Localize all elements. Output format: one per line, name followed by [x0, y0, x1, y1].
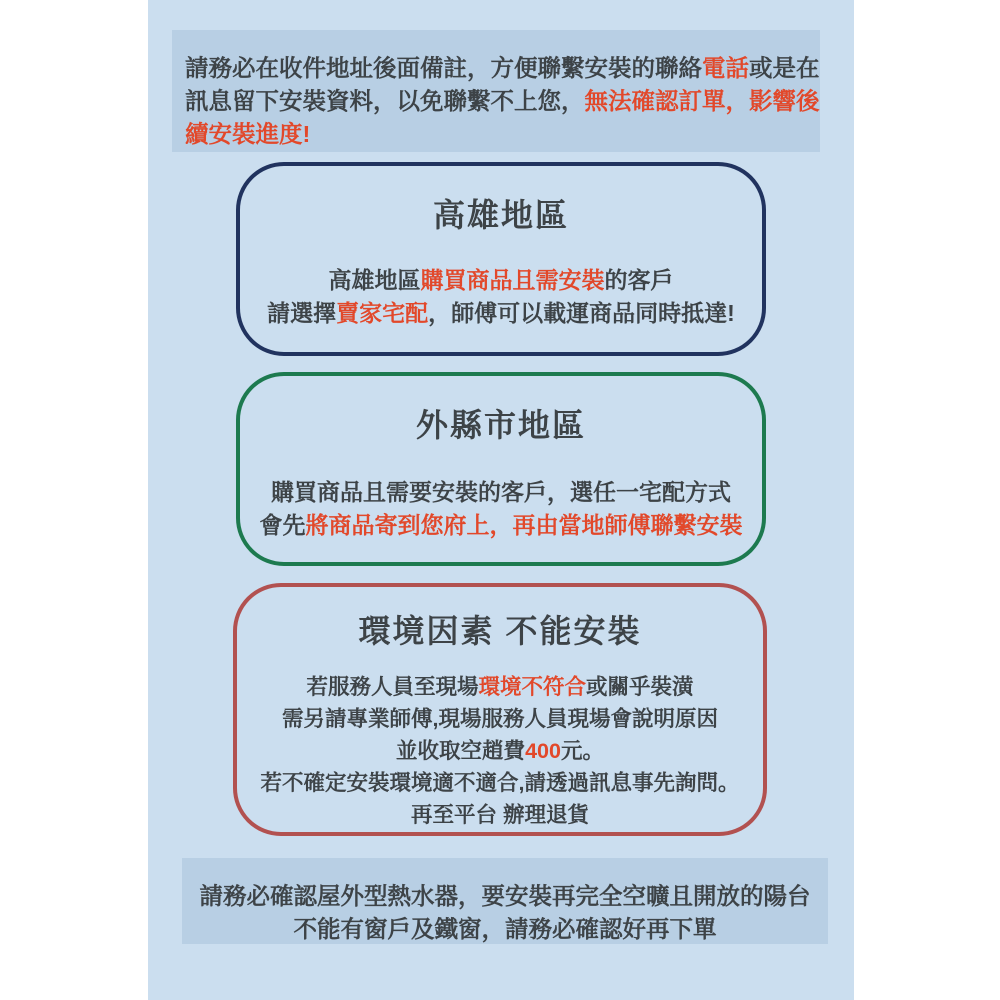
text-segment: ，師傅可以載運商品同時抵達! — [428, 300, 735, 326]
text-line — [240, 297, 762, 330]
text-segment-highlight: 無法確認訂單，影響後 — [584, 88, 820, 114]
text-line — [185, 118, 810, 151]
text-segment: 請務必在收件地址後面備註，方便聯繫安裝的聯絡 — [185, 55, 702, 81]
text-line — [182, 880, 828, 913]
info-box-kaohsiung — [236, 162, 766, 356]
text-line — [237, 799, 763, 831]
text-segment: 或是在 — [749, 55, 820, 81]
bottom-warning-notice — [182, 858, 828, 944]
text-segment: 若不確定安裝環境適不適合,請透過訊息事先詢問。 — [260, 771, 740, 795]
text-line — [237, 671, 763, 703]
text-line — [237, 735, 763, 767]
text-segment: 並收取空趙費 — [396, 739, 526, 763]
text-segment-highlight: 電話 — [702, 55, 749, 81]
box-title-environment: 環境因素 不能安裝 — [358, 613, 642, 649]
text-segment: 請務必確認屋外型熱水器，要安裝再完全空曠且開放的陽台 — [199, 883, 811, 909]
text-segment-highlight: 將商品寄到您府上，再由當地師傅聯繫安裝 — [305, 512, 743, 538]
text-segment-highlight: 環境不符合 — [478, 675, 586, 699]
text-segment: 高雄地區 — [328, 267, 421, 293]
box-body-other-counties — [240, 476, 762, 542]
text-line — [240, 509, 762, 542]
box-title-kaohsiung: 高雄地區 — [432, 197, 569, 233]
text-segment: 不能有窗戶及鐵窗，請務必確認好再下單 — [293, 916, 717, 942]
box-body-kaohsiung — [240, 264, 762, 330]
text-line — [185, 52, 820, 85]
text-line — [185, 85, 820, 118]
text-segment: 若服務人員至現場 — [306, 675, 479, 699]
text-segment: 請選擇 — [267, 300, 337, 326]
text-segment: 元。 — [560, 739, 604, 763]
text-line — [182, 913, 828, 946]
text-segment-highlight: 續安裝進度! — [185, 121, 311, 147]
text-segment-highlight: 購買商品且需安裝 — [420, 267, 605, 293]
box-body-environment — [237, 671, 763, 831]
text-segment: 購買商品且需要安裝的客戶，選任一宅配方式 — [271, 479, 731, 505]
text-segment-highlight: 賣家宅配 — [336, 300, 429, 326]
text-segment: 或關乎裝潢 — [586, 675, 694, 699]
text-line — [240, 264, 762, 297]
text-segment: 訊息留下安裝資料，以免聯繫不上您， — [185, 88, 585, 114]
text-segment: 會先 — [259, 512, 306, 538]
top-warning-notice — [172, 30, 820, 152]
info-box-environment-cannot-install — [233, 583, 767, 836]
text-segment: 的客戶 — [604, 267, 674, 293]
text-line — [237, 703, 763, 735]
text-segment: 再至平台 辦理退貨 — [411, 803, 589, 827]
text-segment-highlight: 400 — [525, 739, 561, 763]
text-line — [237, 767, 763, 799]
text-line — [240, 476, 762, 509]
text-segment: 需另請專業師傅,現場服務人員現場會說明原因 — [282, 707, 718, 731]
box-title-other-counties: 外縣市地區 — [415, 407, 586, 443]
info-box-other-counties — [236, 372, 766, 566]
